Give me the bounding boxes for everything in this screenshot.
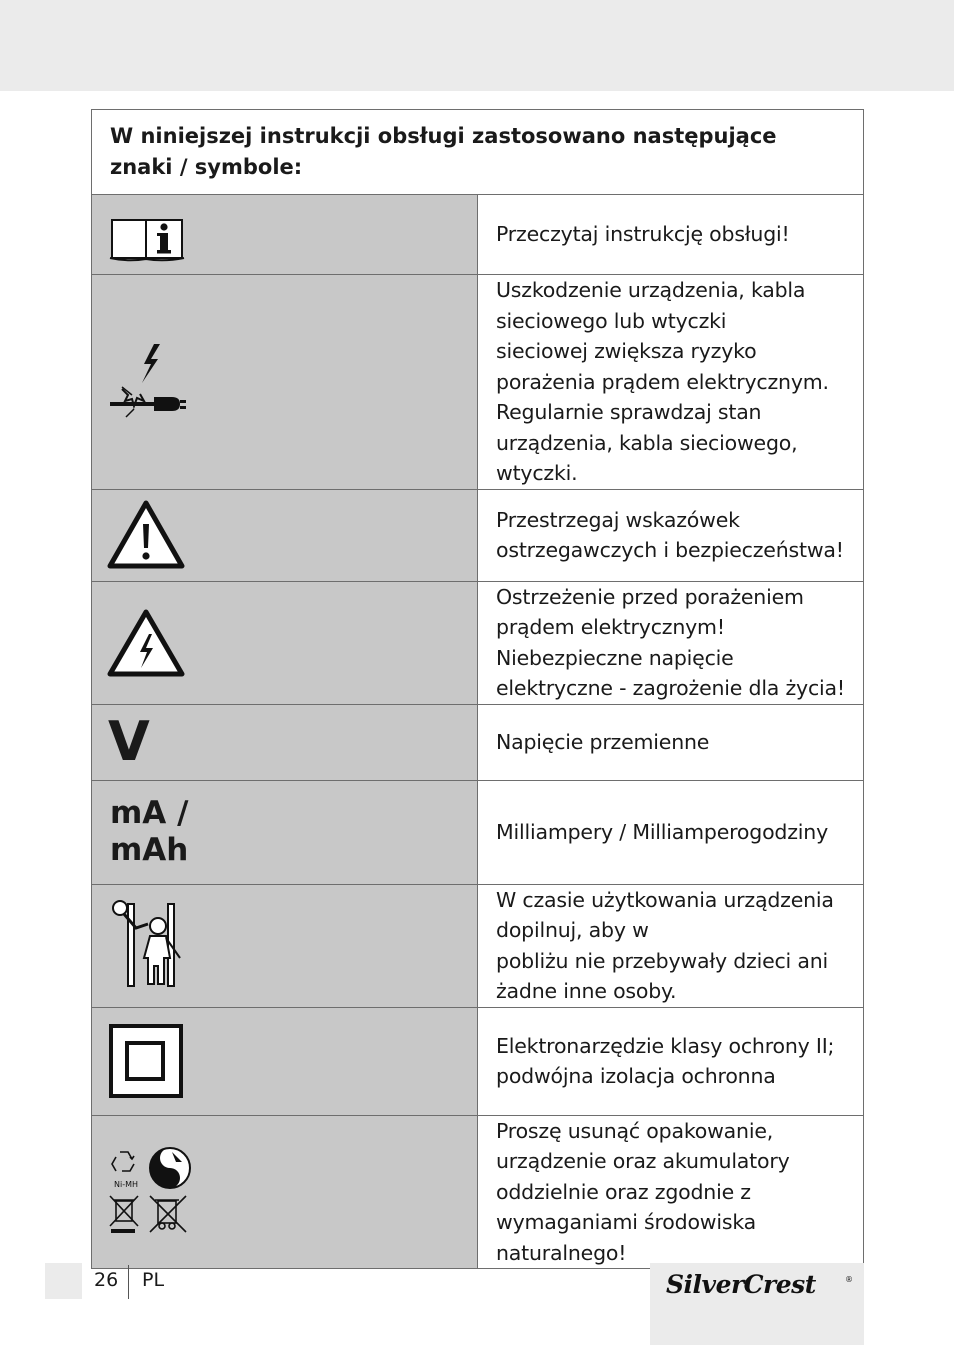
language-code: PL	[142, 1269, 165, 1291]
description-line: Przestrzegaj wskazówek ostrzegawczych i bezpieczeństwa!	[496, 507, 844, 562]
description-line: Regularnie sprawdzaj stan urządzenia, kabla sieciowego,	[496, 400, 798, 455]
footer-box	[45, 1263, 82, 1299]
table-row	[92, 704, 864, 780]
registered-mark: ®	[845, 1275, 853, 1284]
description-line: Ostrzeżenie przed porażeniem prądem elektrycznym!	[496, 584, 804, 639]
damaged-plug-shock-icon	[92, 309, 210, 454]
icon-cell	[92, 275, 478, 490]
description-cell	[478, 884, 864, 1007]
volt-symbol: V	[108, 710, 150, 773]
description-line: Elektronarzędzie klasy ochrony II; podwójna izolacja ochronna	[496, 1033, 835, 1088]
crossed-bin-icon	[150, 1196, 186, 1232]
book-info-icon	[92, 195, 210, 274]
description-line: Proszę usunąć opakowanie, urządzenie oraz akumulatory	[496, 1118, 790, 1173]
protection-class-ii-icon	[92, 1008, 210, 1115]
description-cell	[478, 1007, 864, 1115]
top-band	[0, 0, 954, 91]
description-line: W czasie użytkowania urządzenia dopilnuj, aby w	[496, 887, 834, 942]
keep-children-away-icon	[92, 888, 210, 1004]
table-header	[92, 110, 864, 195]
icon-cell	[92, 780, 478, 884]
description-line: Napięcie przemienne	[496, 729, 710, 754]
table-row	[92, 884, 864, 1007]
description-cell	[478, 704, 864, 780]
milliampere-symbol-line2: mAh	[110, 832, 189, 868]
warning-exclamation-icon	[92, 490, 210, 581]
crossed-bin-icon	[110, 1196, 138, 1226]
description-cell	[478, 489, 864, 581]
header-title-line1: W niniejszej instrukcji obsługi zastosowano następujące	[110, 124, 777, 148]
page-number: 26	[94, 1269, 119, 1291]
description-cell	[478, 780, 864, 884]
description-cell	[478, 1115, 864, 1269]
nimh-label: Ni-MH	[114, 1180, 139, 1190]
table-row	[92, 581, 864, 704]
brand-logo: SilverCrest	[666, 1270, 816, 1299]
header-title-line2: znaki / symbole:	[110, 155, 303, 179]
milliampere-symbol-line1: mA /	[110, 795, 189, 831]
icon-cell	[92, 581, 478, 704]
footer-divider	[128, 1265, 129, 1299]
recycling-arrows-icon	[112, 1152, 134, 1171]
table-row	[92, 1007, 864, 1115]
description-line: oddzielnie oraz zgodnie z wymaganiami środowiska naturalnego!	[496, 1179, 757, 1265]
table-header-row	[92, 110, 864, 195]
description-cell	[478, 195, 864, 275]
table-row	[92, 1115, 864, 1269]
description-line: Uszkodzenie urządzenia, kabla sieciowego lub wtyczki	[496, 278, 806, 333]
icon-cell	[92, 489, 478, 581]
description-cell	[478, 581, 864, 704]
icon-cell	[92, 1115, 478, 1269]
icon-cell	[92, 1007, 478, 1115]
symbols-table	[91, 109, 864, 1269]
icon-cell	[92, 884, 478, 1007]
high-voltage-warning-icon	[92, 596, 210, 690]
icon-cell	[92, 195, 478, 275]
description-line: sieciowej zwiększa ryzyko porażenia prądem elektrycznym.	[496, 339, 829, 394]
description-line: Niebezpieczne napięcie elektryczne - zagrożenie dla życia!	[496, 645, 845, 700]
description-line: pobliżu nie przebywały dzieci ani żadne inne osoby.	[496, 948, 829, 1003]
description-cell	[478, 275, 864, 490]
recycling-disposal-icons	[92, 1138, 210, 1245]
icon-cell	[92, 704, 478, 780]
table-row	[92, 275, 864, 490]
table-row	[92, 489, 864, 581]
description-line: Milliampery / Milliamperogodziny	[496, 819, 829, 844]
milliampere-symbol	[92, 795, 477, 869]
description-line: Przeczytaj instrukcję obsługi!	[496, 222, 790, 247]
bin-bar	[111, 1229, 135, 1233]
table-row	[92, 195, 864, 275]
green-dot-icon	[150, 1148, 190, 1188]
description-line: wtyczki.	[496, 461, 578, 485]
table-row	[92, 780, 864, 884]
